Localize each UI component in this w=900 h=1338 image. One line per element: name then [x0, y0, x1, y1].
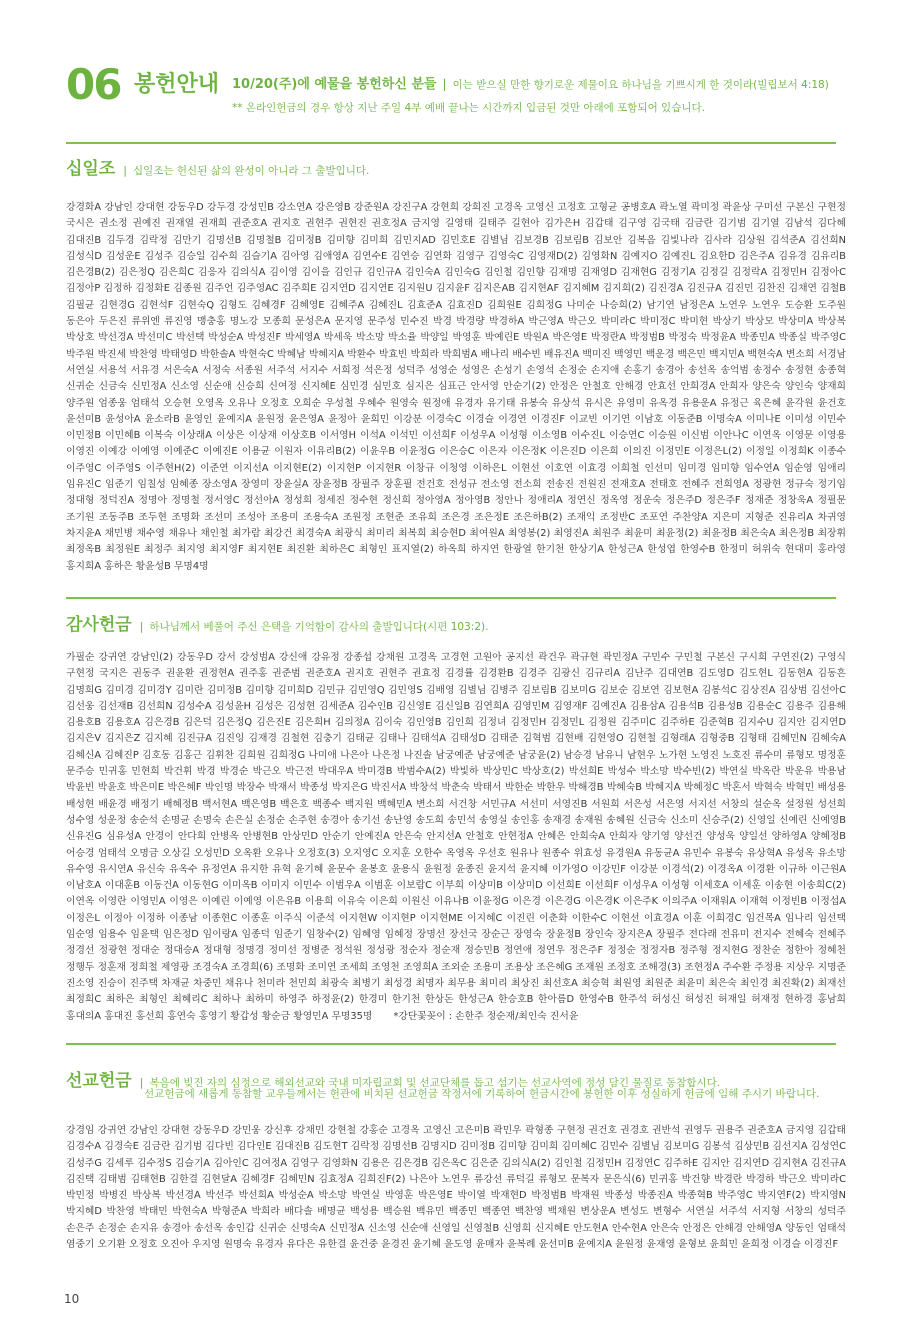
mission-subtitle: 복음에 빚진 자의 심정으로 해외선교와 국내 미자립교회 및 선교단체를 돕고 섬기는 선교사역에 정성 담긴 물질로 동참합시다.: [149, 1077, 721, 1089]
tithe-header: [66, 154, 846, 180]
headline-desc: 이는 받으실 만한 향기로운 제물이요 하나님을 기쁘시게 한 것이라(빌립보서 4:18): [452, 79, 829, 91]
section-divider: [66, 142, 836, 144]
thanks-subtitle: 하나님께서 베풀어 주신 은택을 기억함이 감사의 출발입니다(시편 103:2).: [149, 621, 489, 633]
mission-section: [66, 1066, 846, 1303]
mission-header: [66, 1066, 846, 1092]
tithe-title: 십일조: [66, 159, 116, 179]
mission-subtitle-2: 선교헌금에 새롭게 동참할 교우들께서는 헌관에 비치된 선교헌금 작정서에 기록하여 헌금시간에 봉헌한 이후 성실하게 헌금에 임해 주시기 바랍니다.: [144, 1088, 820, 1100]
thanks-title: 감사헌금: [66, 615, 132, 635]
header-note: ** 온라인헌금의 경우 항상 지난 주일 4부 예배 끝나는 시간까지 입금된 것만 아래에 포함되어 있습니다.: [232, 102, 705, 114]
divider: |: [123, 164, 127, 177]
divider: |: [442, 77, 447, 91]
thanks-names-list: 가필순 강귀연 강남인(2) 강동우D 강서 강성범A 강신애 강유정 강종섭 강채원 고경옥 고경현 고원아 공지선 곽건우 곽규현 곽민정A 구민수 구민철 구본신 구시희 구연진(2) 구영식 구현정 국지은 권동주 권윤환 권정현A 권주홍 권준범 권준호A 권지호 권현주 권효정 김경률 김경환B 김경주 김광신 김규리A 김난주 김대연B 김도영D 김도현L 김동현A 김동흔 김명희G 김미경 김미경Y 김미란 김미정B 김미향 김미희D 김민규 김민영Q 김민영S 김배영 김별님 김병주 김보림B 김보미G 김보순 김보연 김보현A 김봉석C 김상진A 김상범 김선아C 김선웅 김선재B 김선희N 김성수A 김성윤H 김성은 김성현 김세준A 김수인B 김신영E 김신일B 김연희A 김영민M 김영재F 김예진A 김용삼A 김용석B 김용성B 김용순C 김용주 김용해 김용호B 김용호A 김은경B 김은덕 김은정Q 김은진E 김은희H 김의정A 김이숙 김인영B 김인희 김정녀 김정민H 김정민L 김정원 김주미C 김주하E 김준혁B 김지수U 김지안 김지연D 김지은V 김지은Z 김지혜 김진규A 김진잉 김재경 김철현 김충기 김태균 김태나 김태석A 김태성D 김태준 김혁범 김현배 김현영O 김현철 김형래A 김형중B 김형태 김혜민N 김혜숙A 김혜신A 김혜진P 김호동 김홍근 김휘찬 김희원 김희정G 나미애 나은아 나은정 나진솔 남궁예준 남궁예준 남궁윤(2) 남승경 남유니 남현우 노가현 노영진 노호진 류수미 류형모 명정훈 문주승 민귀홍 민현희 박건휘 박경 박경순 박근오 박근전 박대우A 박미경B 박범수A(2) 박빛하 박상민C 박상호(2) 박선희E 박성수 박소망 박수빈(2) 박연실 박옥란 박운유 박용남 박윤빈 박윤호 박은미E 박은혜F 박인명 박장수 박재서 박종성 박지은G 박진서A 박창석 박춘숙 박태서 박한순 박한우 박해경B 박혜숙B 박혜지A 박혜정C 박혼서 박혁숙 박혁민 배성용 배성현 배윤경 배정기 배혜정B 백서현A 백은영B 백은호 백종수 백지원 백혜민A 변소희 서건창 서민규A 서선미 서영진B 서원희 서은성 서은영 서지선 서창의 설순옥 설정원 성선희 성수영 성운정 송순석 손명균 손명숙 손은실 손정순 손주현 송경아 송기선 송난영 송도희 송민석 송영실 송인홍 송재경 송재원 송혜원 신금숙 신소미 신승주(2) 신영일 신예린 신예영B 신유진G 심유성A 안경이 안다희 안병옥 안병현B 안상민D 안순기 안예진A 안은숙 안지선A 안철호 안현정A 안혜은 안희숙A 안희자 양기영 양선건 양성욱 양일선 양하영A 양혜정B 어승경 엄태석 오명금 오상길 오성민D 오옥환 오유나 오정호(3) 오지영C 오지훈 오한수 옥영옥 우선호 원유나 원종수 위효성 유경원A 유동균A 유민수 유봉숙 유상혁A 유성옥 유소망 유수영 유시연A 유신숙 유옥수 유정연A 유지한 유혁 윤기혜 윤문수 윤봉호 윤용식 윤원정 윤종진 윤지석 윤지혜 이가영O 이강민F 이강분 이경석(2) 이경옥A 이경환 이규하 이근원A 이남호A 이대훈B 이동건A 이동현G 이미옥B 이미지 이민수 이범우A 이범훈 이보람C 이부희 이상미B 이상미D 이선희E 이선희F 이성우A 이성형 이세호A 이세훈 이송현 이송희C(2) 이연옥 이영란 이영민A 이영은 이예린 이예영 이은유B 이용희 이유숙 이은희 이원신 이유나B 이윤정G 이은경 이은경G 이은경K 이은주K 이의주A 이재워A 이재혁 이정빈B 이정섭A 이정은L 이정아 이정하 이종남 이종현C 이종훈 이주식 이준석 이지현W 이지현P 이지현ME 이지혜C 이진린 이춘화 이한수C 이현선 이효경A 이훈 이희경C 임건목A 임나리 임선택 임순영 임용수 임윤택 임은정D 임이랑A 임종덕 임준기 임창수(2) 임혜영 임혜정 장명선 장선국 장순근 장영숙 장윤정B 장인숙 장지은A 장필주 전다래 전유미 전지수 전혜숙 전혜주 정경선 정광현 정대순 정대승A 정대형 정명경 정미선 정병준 정석원 정성광 정순자 정순재 정승민B 정연애 정연우 정은주F 정정순 정정자B 정주형 정지현G 정찬순 정한아 정혜천 정행두 정훈재 정희철 제영광 조경숙A 조경희(6) 조명화 조미연 조세희 조영천 조영희A 조외순 조용미 조용상 조은혜G 조재원 조정호 조해경(3) 조현정A 주수환 주정용 지상우 지명준 진소영 진승이 진주택 차재균 차중민 채유나 천미라 천민희 최광숙 최병기 최성경 최명자 최무용 최미리 최상진 최선호A 최승혁 최원영 최원준 최윤미 최은숙 최인경 최진확(2) 최재선 최정희C 최하은 최형인 최혜리C 최하나 최하미 하영주 하정윤(2) 한경미 한기천 한상돈 한성근A 한승호B 한아름D 한영수B 한주석 허성신 허성진 허재일 허재정 현하경 홍남희 홍대의A 홍대진 홍선희 홍연숙 홍영기 황갑성 황순금 황영민A 무명35명: [66, 652, 846, 1022]
divider: |: [139, 620, 144, 633]
thanks-note: *강단꽃꽂이 : 손한주 정순재/최인숙 진서윤: [393, 1010, 579, 1022]
tithe-subtitle: 십일조는 헌신된 삶의 완성이 아니라 그 출발입니다.: [133, 165, 370, 177]
thanks-section: [66, 610, 846, 1041]
section-divider: [66, 597, 836, 599]
tithe-names: 강경화A 강남인 강대현 강동우D 강두경 강성민B 강소연A 강은영B 강준원A 강진구A 강현희 강희진 고경옥 고영신 고정호 고형균 공병호A 곽노열 곽미정 곽윤상 구미선 구본신 구현정 국시은 권소정 권예진 권재열 권재희 권준호A 권지호 권현주 권현진 권호정A 금지영 길영태 길태주 길현아 김가은H 김갑태 김구영 김국태 김금란 김기범 김기열 김남석 김다혜 김대진B 김두경 김락정 김만기 김명선B 김명철B 김미정B 김미향 김미희 김민지AD 김민호E 김별님 김보경B 김보림B 김보안 김복음 김빛나라 김사라 김상원 김석준A 김선희N 김성식D 김성운E 김성주 김승일 김수희 김슬기A 김아영 김애영A 김연수E 김연승 김연화 김영구 김영숙C 김영재D(2) 김영화N 김예지O 김예진L 김요한D 김은주A 김유경 김유리B 김은경B(2) 김은정Q 김은희C 김응자 김의식A 김이영 김이을 김인규 김인규A 김인숙A 김인숙G 김인철 김인향 김재명 김재영D 김재현G 김정기A 김정길 김정락A 김정민H 김정아C 김정아P 김정하 김정화E 김종원 김주언 김주영AC 김주희E 김지연D 김지연E 김지원U 김지윤F 김지은AB 김지현AF 김지혜M 김지희(2) 김진경A 김진규A 김진민 김찬진 김채연 김철B 김필균 김현경G 김현석F 김현숙Q 김형도 김혜경F 김혜영E 김혜주A 김혜진L 김효준A 김효진D 김희원E 김희정G 나미순 나승희(2) 남기연 남정은A 노연우 노연우 도승환 도주원 동은아 두은진 류위엔 류진영 맹충홍 명노강 모종희 문성은A 문지영 문주성 민수진 박경 박경량 박경하A 박근영A 박근오 박미라C 박미정C 박미현 박상기 박상모 박상미A 박상복 박상호 박선경A 박선미C 박선택 박성순A 박성진F 박세영A 박세욱 박소망 박소율 박양일 박영훈 박예린E 박원A 박은영E 박정란A 박정범B 박정숙 박정윤A 박종민A 박종실 박주영C 박주원 박진세 박찬영 박태영D 박한솔A 박현숙C 박혜남 박혜지A 박환수 박효빈 박희라 박희범A 배나리 배수빈 배유진A 백미진 백영민 백운경 백은민 백지민A 백현숙A 변소희 서경남 서연실 서용석 서유경 서은숙A 서정숙 서종원 서주석 서지수 서희정 석은정 성덕주 성영순 성영은 손성기 손영석 손정순 손지애 손홍기 송경아 송선옥 송억범 송정수 송정현 송종혁 신귀순 신금숙 신민정A 신소영 신순애 신승희 신여정 신지혜E 심민경 심민호 심지은 심표근 안서영 안순기(2) 안정은 안철호 안해경 안효선 안희경A 안희자 양은숙 양인숙 양재희 양주원 엄종웅 엄태석 오승현 오영옥 오유나 오정호 오희순 우성철 우혜수 원영숙 원정애 유경자 유기태 유봉숙 유상석 유시은 유영미 유옥경 유용운A 유정근 육은혜 윤각원 윤건호 윤선미B 윤성아A 윤소라B 윤영인 윤예지A 윤원정 윤은영A 윤정아 윤희민 이강분 이경숙C 이경슬 이경연 이경진F 이교빈 이기연 이남호 이동준B 이명숙A 이미나E 이미성 이민수 이민정B 이민혜B 이복숙 이상래A 이상은 이상재 이상호B 이서영H 이석A 이석민 이선희F 이성우A 이성형 이소영B 이수진L 이승연C 이승원 이신범 이안나C 이연옥 이영문 이영용 이영진 이예강 이예영 이예준C 이예진E 이용균 이원자 이유리B(2) 이윤우B 이윤정G 이은승C 이은자 이은정K 이은진D 이은희 이의진 이정민E 이정은L(2) 이정일 이정희K 이종수 이주영C 이주영S 이주현H(2) 이준연 이지선A 이지현E(2) 이지현P 이지현R 이창규 이청영 이하은L 이현선 이호연 이효경 이희철 인선미 임미경 임미향 임수연A 임순영 임애리 임유진C 임준기 임칠성 임혜종 장소영A 장영미 장윤실A 장윤정B 장필주 장훈필 전건호 전성규 전소영 전소희 전송진 전원진 전재호A 전태호 전혜주 전희영A 정광현 정규숙 정기임 정대형 정덕진A 정명아 정명철 정서영C 정선아A 정성희 정세진 정수현 정신희 정아영A 정아영B 정안나 정애리A 정연신 정옥영 정운숙 정은주D 정은주F 정재준 정창욱A 정필문 조기원 조동주B 조두현 조명화 조선미 조성아 조용미 조용숙A 조원정 조현준 조유희 조은경 조은정E 조은하B(2) 조재익 조정반C 조포연 주찬양A 지은미 지형준 진유리A 차귀영 차지윤A 채민병 채수영 채유나 채인철 최가람 최강건 최경숙A 최광식 최미리 최복희 최승현D 최여원A 최영봉(2) 최영진A 최원주 최윤미 최윤정(2) 최윤정B 최은숙A 최은정B 최장휘 최정옥B 최정원E 최정주 최지영 최지영F 최지현E 최진환 최하은C 최형인 표지열(2) 하옥희 하지연 한광열 한기천 한상기A 한성근A 한성엽 한영수B 한정미 허위숙 현대미 홍라영 홍지희A 홍하은 황윤성B 무명4명: [66, 202, 846, 572]
mission-names: 강경임 강귀연 강남인 강대현 강동우D 강민웅 강신후 강채민 강현철 강홍순 고경옥 고영신 고은미B 곽민우 곽형종 구현정 권건호 권경호 권반석 권영두 권용주 권준호A 금지영 김갑태 김경수A 김경숙E 김금란 김기범 김다빈 김다인E 김대진B 김도현T 김락정 김명선B 김명지D 김미정B 김미향 김미희 김미혜C 김민수 김별님 김보미G 김봉석 김상민B 김선지A 김성연C 김성주G 김세루 김수정S 김슬기A 김아인C 김여정A 김영구 김영화N 김용은 김은경B 김은옥C 김은준 김의식A(2) 김인철 김정민H 김정연C 김주하E 김지안 김지연D 김지현A 김진규A 김진택 김태범 김태현B 김한결 김현달A 김혜경F 김혜민N 김효정A 김희진F(2) 나은아 노연우 류강선 류덕길 류형모 문복자 문은식(6) 민귀홍 박건향 박경란 박경하 박근오 박미라C 박민정 박병진 박상복 박선경A 박선주 박선희A 박성순A 박소망 박연실 박영훈 박은영E 박이열 박재현D 박정범B 박재원 박종성 박종진A 박종혁B 박주영C 박지연F(2) 박지영N 박지혜D 박찬영 박태민 박현숙A 박형준A 박희라 배다솔 배명균 백성용 백승원 백유민 백종민 백종연 백찬영 백채원 변상운A 변성도 변형수 서연실 서주석 서지형 서창의 성덕주 손은주 손정순 손지유 송경아 송선옥 송인갑 신귀순 신명숙A 신민정A 신소영 신순애 신영일 신영철B 신영희 신지혜E 안도현A 안수현A 안은숙 안정은 안해경 안해영A 양동인 엄태석 염중기 오기환 오정호 오진아 우지영 원명숙 유경자 유다은 유한결 윤건중 윤경진 윤기혜 윤도영 윤매자 윤복례 윤선미B 윤예지A 윤원정 윤재영 윤형보 윤희민 윤희정 이경슬 이경진F: [66, 1125, 846, 1251]
section-number: 06: [66, 60, 121, 109]
page-header: [66, 60, 866, 124]
mission-title: 선교헌금: [66, 1071, 132, 1091]
header-headline: [232, 76, 829, 93]
section-divider: [66, 1043, 836, 1045]
thanks-names: [66, 650, 846, 1041]
section-title: 봉헌안내: [134, 72, 220, 97]
tithe-section: [66, 154, 846, 598]
divider: |: [139, 1076, 144, 1089]
thanks-header: [66, 610, 846, 636]
page-number: 10: [64, 1292, 80, 1306]
headline-text: 10/20(주)에 예물을 봉헌하신 분들: [232, 77, 437, 92]
